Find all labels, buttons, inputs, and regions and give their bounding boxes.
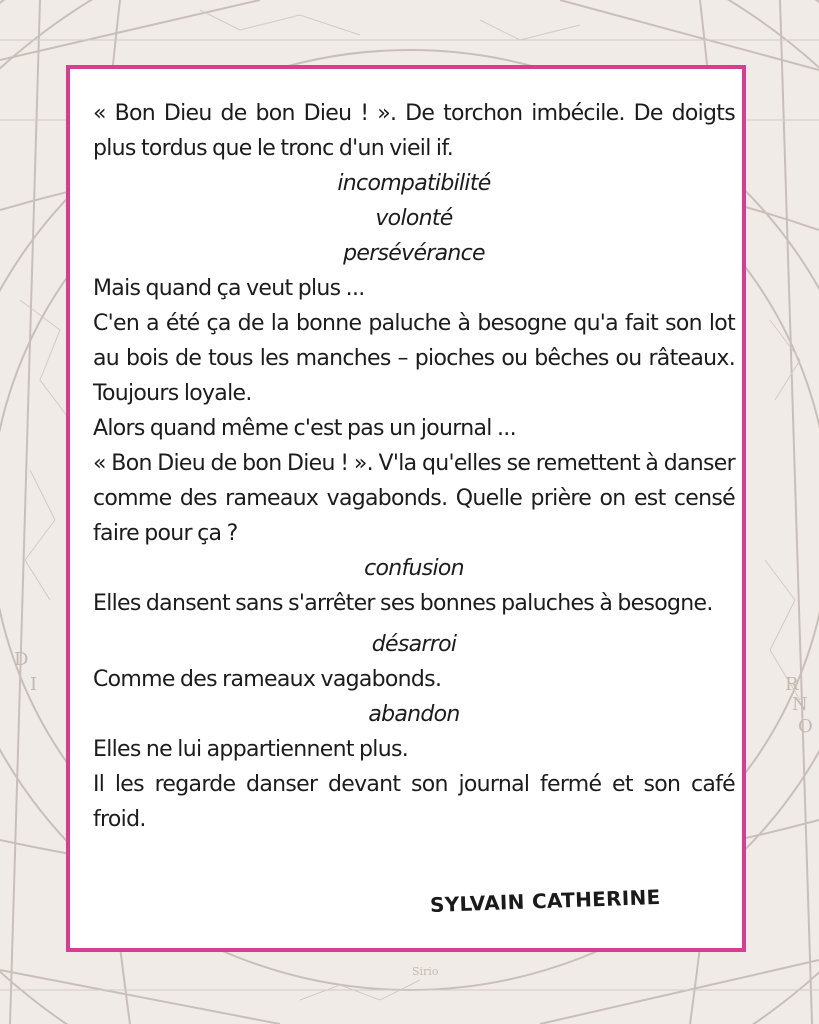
map-label-sirio: Sirio xyxy=(412,965,439,978)
poem-keyword: confusion xyxy=(364,556,464,581)
poem-keyword: désarroi xyxy=(371,632,457,657)
map-label-d: D xyxy=(14,649,29,670)
map-label-r: R xyxy=(785,674,799,695)
poem-keyword: abandon xyxy=(368,702,460,727)
map-label-i: I xyxy=(30,674,38,695)
poem-line: Alors quand même c'est pas un journal ... xyxy=(93,416,516,441)
poem-keyword: persévérance xyxy=(343,241,485,266)
poem-keyword: incompatibilité xyxy=(337,171,491,196)
map-label-o: O xyxy=(798,716,813,737)
map-label-n: N xyxy=(792,694,808,715)
poem-line: Il les regarde danser devant son journal fermé et son café froid. xyxy=(93,772,735,832)
poem-line: Elles dansent sans s'arrêter ses bonnes paluches à besogne. xyxy=(93,591,713,616)
poem-line: Mais quand ça veut plus ... xyxy=(93,276,365,301)
poem-keyword: volonté xyxy=(375,206,453,231)
poem-line: « Bon Dieu de bon Dieu ! ». V'la qu'elles se remettent à danser comme des rameaux vagabonds. Quelle prière on est censé faire pour ça ? xyxy=(93,451,735,546)
poem-card xyxy=(66,65,746,952)
poem-line: Elles ne lui appartiennent plus. xyxy=(93,737,409,762)
poem-text xyxy=(93,96,735,837)
author-signature: SYLVAIN CATHERINE xyxy=(429,884,661,917)
poem-line: Comme des rameaux vagabonds. xyxy=(93,667,442,692)
poem-line: C'en a été ça de la bonne paluche à besogne qu'a fait son lot au bois de tous les manches – pioches ou bêches ou râteaux. Toujours loyale. xyxy=(93,311,735,406)
poem-line: « Bon Dieu de bon Dieu ! ». De torchon imbécile. De doigts plus tordus que le tronc d'un vieil if. xyxy=(93,101,735,161)
